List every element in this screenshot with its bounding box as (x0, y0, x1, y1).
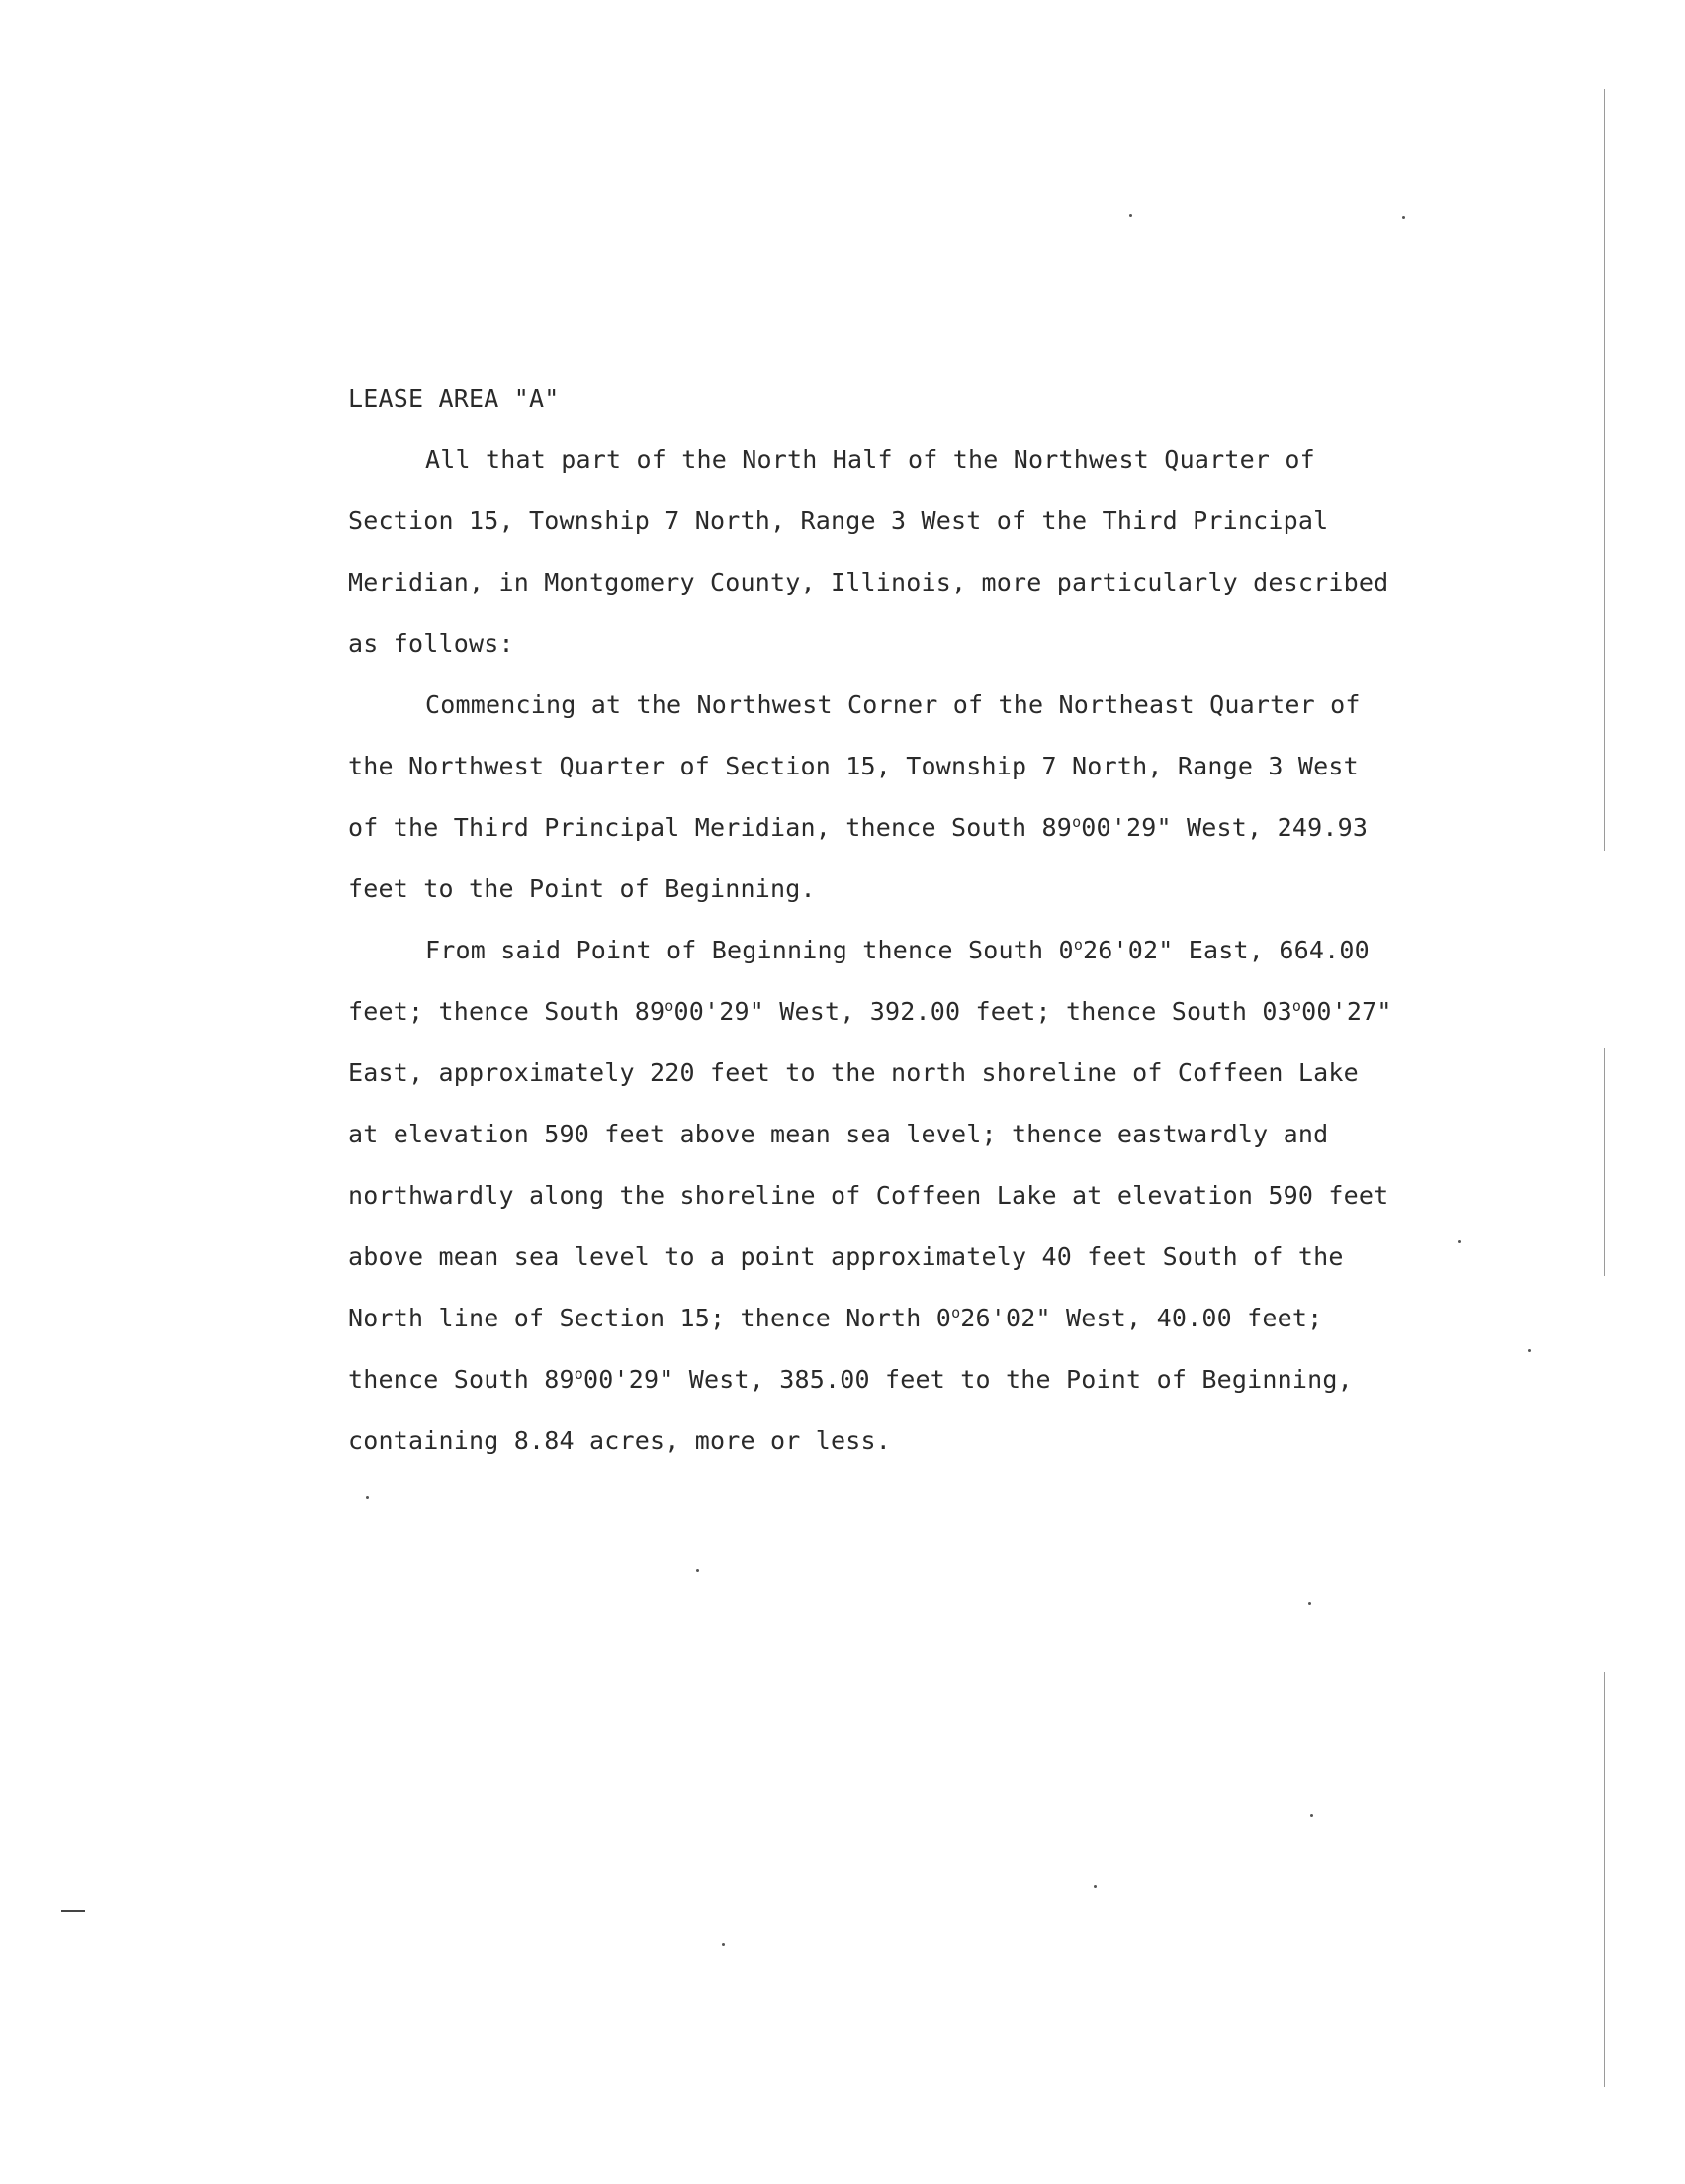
text-line: Section 15, Township 7 North, Range 3 West of the Third Principal (348, 506, 1329, 535)
text-line: northwardly along the shoreline of Coffeen Lake at elevation 590 feet (348, 1181, 1389, 1210)
text-line: as follows: (348, 629, 514, 658)
degree-mark: o (574, 1365, 584, 1383)
paragraph-commencing (348, 675, 1456, 920)
text-line: the Northwest Quarter of Section 15, Township 7 North, Range 3 West (348, 752, 1359, 780)
scan-speck (1094, 1885, 1097, 1888)
text-line: From said Point of Beginning thence South 0$^o$26'02" East, 664.00 (425, 936, 1370, 964)
degree-mark: o (951, 1304, 961, 1321)
scan-speck (1129, 214, 1132, 217)
scan-speck (722, 1943, 725, 1946)
scan-speck (1458, 1240, 1461, 1243)
scan-speck (1308, 1602, 1311, 1605)
text-line: above mean sea level to a point approximately 40 feet South of the (348, 1242, 1344, 1271)
degree-mark: o (1073, 936, 1084, 954)
text-line: Commencing at the Northwest Corner of the Northeast Quarter of (425, 690, 1361, 719)
scan-speck (696, 1569, 699, 1572)
scan-dash (61, 1910, 85, 1912)
paragraph-boundary (348, 920, 1456, 1472)
text-line: feet to the Point of Beginning. (348, 874, 816, 903)
scan-edge-line (1604, 89, 1605, 851)
text-line: thence South 89$^o$00'29" West, 385.00 feet to the Point of Beginning, (348, 1365, 1353, 1394)
scan-speck (1528, 1349, 1531, 1352)
text-line: at elevation 590 feet above mean sea level; thence eastwardly and (348, 1120, 1329, 1148)
scan-speck (1402, 216, 1405, 219)
legal-description (348, 368, 1456, 1472)
text-line: North line of Section 15; thence North 0$^o$26'02" West, 40.00 feet; (348, 1304, 1323, 1332)
text-line: containing 8.84 acres, more or less. (348, 1426, 892, 1455)
scan-edge-line (1604, 1048, 1605, 1276)
text-line: All that part of the North Half of the Northwest Quarter of (425, 445, 1315, 474)
lease-area-heading: LEASE AREA "A" (348, 384, 560, 412)
scan-edge-line (1604, 1672, 1605, 2087)
text-line: East, approximately 220 feet to the north shoreline of Coffeen Lake (348, 1058, 1359, 1087)
degree-mark: o (1291, 997, 1302, 1015)
text-line: of the Third Principal Meridian, thence South 89$^o$00'29" West, 249.93 (348, 813, 1369, 842)
scan-speck (366, 1496, 369, 1499)
text-line: feet; thence South 89$^o$00'29" West, 392.00 feet; thence South 03$^o$00'27" (348, 997, 1392, 1026)
text-line: Meridian, in Montgomery County, Illinois, more particularly described (348, 568, 1389, 596)
paragraph-parcel (348, 429, 1456, 675)
degree-mark: o (665, 997, 674, 1015)
degree-mark: o (1072, 813, 1082, 831)
scan-speck (1310, 1814, 1313, 1817)
